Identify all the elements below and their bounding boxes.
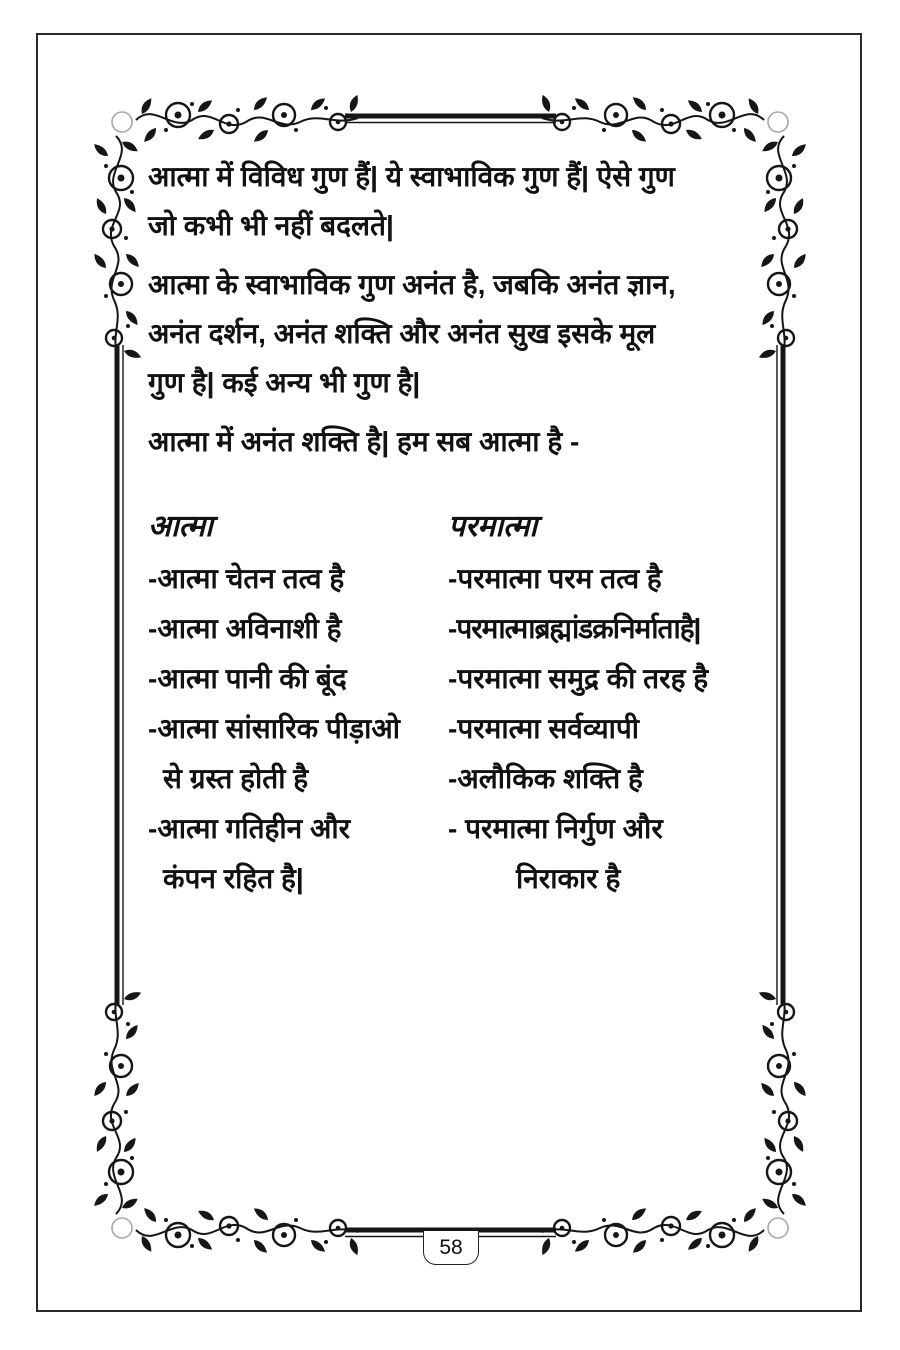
comparison-cell-left: -आत्मा पानी की बूंद <box>148 663 347 694</box>
paragraph <box>148 417 772 466</box>
paragraph-line: अनंत दर्शन, अनंत शक्ति और अनंत सुख इसके मूल <box>148 318 656 349</box>
comparison-header-right: परमात्मा <box>448 510 538 543</box>
comparison-cell-left: -आत्मा चेतन तत्व है <box>148 563 345 594</box>
paragraph-line: गुण है| कई अन्य भी गुण है| <box>148 367 421 398</box>
paragraph-line: जो कभी भी नहीं बदलते| <box>148 210 394 241</box>
comparison-header-left: आत्मा <box>148 510 213 543</box>
paragraph-line: आत्मा में विविध गुण हैं| ये स्वाभाविक गुण हैं| ऐसे गुण <box>148 161 675 192</box>
page-number: 58 <box>439 1235 463 1259</box>
comparison-cell-right: - परमात्मा निर्गुण और <box>448 813 663 844</box>
paragraph-line: आत्मा के स्वाभाविक गुण अनंत है, जबकि अनंत ज्ञान, <box>148 269 676 300</box>
comparison-cell-left: से ग्रस्त होती है <box>163 763 309 794</box>
text-content <box>148 152 772 904</box>
paragraph <box>148 260 772 407</box>
comparison-cell-right: -अलौकिक शक्ति है <box>448 763 643 794</box>
comparison-table <box>148 500 772 904</box>
comparison-cell-right: निराकार है <box>516 863 621 894</box>
page-number-box <box>423 1231 479 1265</box>
paragraph <box>148 152 772 250</box>
comparison-cell-right: -परमात्मा परम तत्व है <box>448 563 662 594</box>
comparison-cell-left: -आत्मा अविनाशी है <box>148 613 342 644</box>
floral-corner-bottom-left-ornament <box>92 988 361 1256</box>
comparison-cell-right: -परमात्मा सर्वव्यापी <box>448 713 640 744</box>
comparison-cell-left: कंपन रहित है| <box>163 863 304 894</box>
floral-corner-bottom-right-ornament <box>538 988 807 1256</box>
comparison-cell-left: -आत्मा गतिहीन और <box>148 813 351 844</box>
comparison-cell-left: -आत्मा सांसारिक पीड़ाओ <box>148 713 400 744</box>
paragraph-line: आत्मा में अनंत शक्ति है| हम सब आत्मा है - <box>148 426 580 457</box>
comparison-cell-right: -परमात्माब्रह्मांडक्रनिर्माताहै| <box>448 613 701 644</box>
comparison-cell-right: -परमात्मा समुद्र की तरह है <box>448 663 709 694</box>
